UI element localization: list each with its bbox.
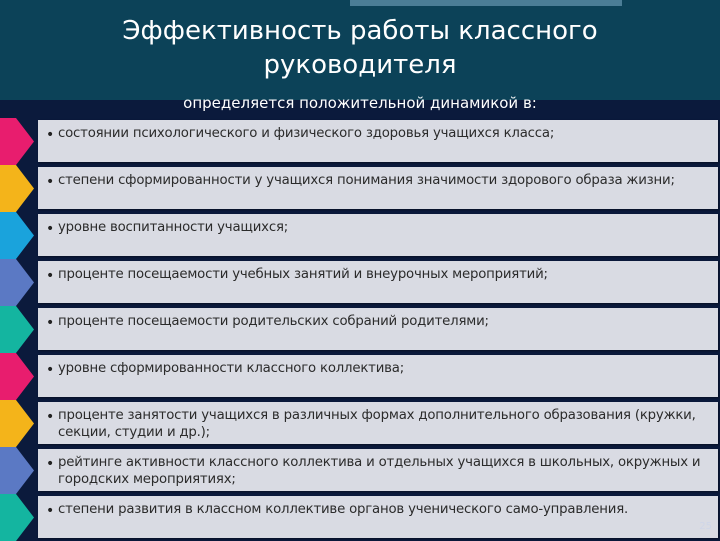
- list-item-bar: [38, 214, 718, 256]
- chevron-marker-icon: [0, 306, 34, 353]
- list-item: [0, 118, 720, 165]
- list-item-text: уровне сформированности классного коллектива;: [58, 361, 405, 376]
- list-item: [0, 165, 720, 212]
- bullet-icon: •: [46, 174, 55, 190]
- list-item-text: состоянии психологического и физического здоровья учащихся класса;: [58, 126, 555, 141]
- chevron-marker-icon: [0, 353, 34, 400]
- list-item-bar: [38, 261, 718, 303]
- bullet-icon: •: [46, 315, 55, 331]
- list-item-text: рейтинге активности классного коллектива и отдельных учащихся в школьных, окружных и городских мероприятиях;: [58, 455, 701, 487]
- chevron-marker-icon: [0, 212, 34, 259]
- list-item: [0, 306, 720, 353]
- bullet-icon: •: [46, 503, 55, 519]
- chevron-marker-icon: [0, 259, 34, 306]
- chevron-marker-icon: [0, 447, 34, 494]
- list-item: [0, 494, 720, 541]
- bullet-icon: •: [46, 456, 55, 472]
- bullet-icon: •: [46, 362, 55, 378]
- chevron-marker-icon: [0, 165, 34, 212]
- list-item-bar: [38, 120, 718, 162]
- slide-title: Эффективность работы классного руководителя: [122, 16, 598, 80]
- chevron-marker-icon: [0, 118, 34, 165]
- bullet-icon: •: [46, 409, 55, 425]
- bullet-icon: •: [46, 221, 55, 237]
- list-item: [0, 212, 720, 259]
- list-item-text: уровне воспитанности учащихся;: [58, 220, 289, 235]
- list-item-bar: [38, 308, 718, 350]
- list-item-text: проценте посещаемости учебных занятий и внеурочных мероприятий;: [58, 267, 548, 282]
- list-item-text: степени сформированности у учащихся понимания значимости здорового образа жизни;: [58, 173, 675, 188]
- list-item: [0, 353, 720, 400]
- bullet-icon: •: [46, 268, 55, 284]
- list-item-text: проценте посещаемости родительских собраний родителями;: [58, 314, 489, 329]
- list-item-bar: [38, 496, 718, 538]
- bullet-icon: •: [46, 127, 55, 143]
- page-number: 25: [699, 521, 712, 532]
- chevron-marker-icon: [0, 400, 34, 447]
- list-item-text: проценте занятости учащихся в различных формах дополнительного образования (кружки, секции, студии и др.);: [58, 408, 696, 440]
- slide-subtitle: определяется положительной динамикой в:: [183, 94, 537, 112]
- list-item-bar: [38, 355, 718, 397]
- list-item-bar: [38, 402, 718, 444]
- accent-bar: [350, 0, 622, 6]
- list-item-text: степени развития в классном коллективе органов ученического само-управления.: [58, 502, 629, 517]
- list-item-bar: [38, 167, 718, 209]
- list-item: [0, 447, 720, 494]
- list-item: [0, 400, 720, 447]
- list-item-bar: [38, 449, 718, 491]
- chevron-marker-icon: [0, 494, 34, 541]
- list-item: [0, 259, 720, 306]
